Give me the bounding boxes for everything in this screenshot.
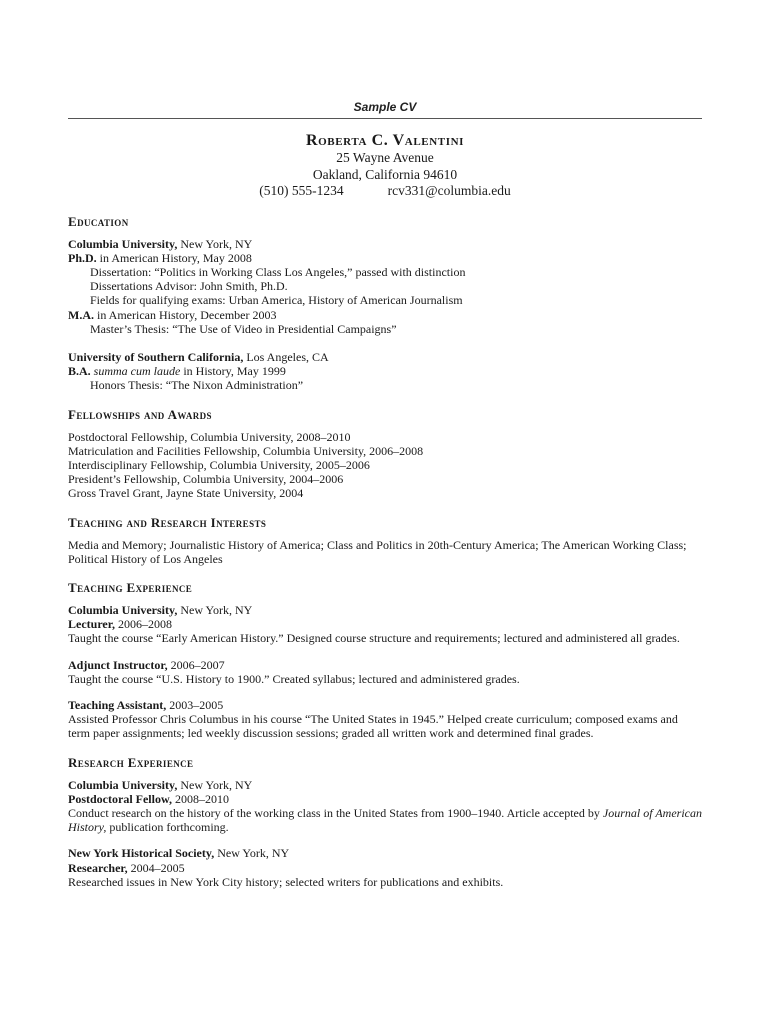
role-title: Researcher, (68, 860, 128, 875)
school-location: New York, NY (214, 846, 290, 861)
cv-header (68, 131, 702, 200)
education-entry-usc (68, 350, 702, 364)
address-city: Oakland, California 94610 (312, 166, 458, 182)
role-title: Lecturer, (68, 617, 115, 632)
interests-text: Media and Memory; Journalistic History of America; Class and Politics in 20th-Century America; The American Working Class; Political History of Los Angeles (68, 537, 687, 566)
fellowship-item: President’s Fellowship, Columbia University, 2004–2006 (68, 472, 344, 487)
fellowship-item: Gross Travel Grant, Jayne State University, 2004 (68, 486, 304, 501)
role-dates: 2008–2010 (171, 791, 229, 806)
role-title: Adjunct Instructor, (68, 657, 168, 672)
role-title: Teaching Assistant, (68, 697, 167, 712)
role-description: Taught the course “U.S. History to 1900.” Created syllabus; lectured and administered grades. (68, 671, 520, 686)
ma-thesis: Master’s Thesis: “The Use of Video in Presidential Campaigns” (90, 321, 397, 336)
interests-section (68, 515, 702, 566)
ba-thesis: Honors Thesis: “The Nixon Administration” (90, 378, 304, 393)
interests-heading: Teaching and Research Interests (68, 514, 267, 530)
phd-dissertation: Dissertation: “Politics in Working Class Los Angeles,” passed with distinction (90, 264, 466, 279)
description-text: Conduct research on the history of the working class in the United States from 1900–1940. Article accepted by (68, 805, 603, 820)
role-dates: 2003–2005 (166, 697, 224, 712)
degree-phd (68, 251, 702, 265)
role-teaching-assistant (68, 698, 702, 712)
role-postdoc (68, 792, 702, 806)
school-name: New York Historical Society, (68, 846, 215, 861)
phd-advisor: Dissertations Advisor: John Smith, Ph.D. (90, 279, 288, 294)
degree-label: Ph.D. (68, 250, 97, 265)
role-researcher (68, 861, 702, 875)
education-section (68, 214, 702, 393)
fellowship-item: Matriculation and Facilities Fellowship, Columbia University, 2006–2008 (68, 443, 424, 458)
journal-title: Journal of American History, (68, 805, 702, 835)
cv-page (68, 100, 702, 889)
school-name: Columbia University, (68, 602, 178, 617)
degree-detail: in History, May 1999 (180, 364, 286, 379)
school-name: University of Southern California, (68, 349, 244, 364)
role-dates: 2006–2008 (115, 617, 172, 632)
education-entry-columbia (68, 237, 702, 251)
phd-fields: Fields for qualifying exams: Urban America, History of American Journalism (90, 293, 463, 308)
fellowships-section (68, 407, 702, 501)
school-location: New York, NY (177, 602, 253, 617)
degree-label: B.A. (68, 364, 91, 379)
description-text: publication forthcoming. (106, 820, 229, 835)
education-heading: Education (68, 213, 129, 229)
role-dates: 2004–2005 (127, 860, 185, 875)
role-description (68, 806, 702, 834)
fellowship-item: Postdoctoral Fellowship, Columbia University, 2008–2010 (68, 429, 351, 444)
fellowship-item: Interdisciplinary Fellowship, Columbia University, 2005–2006 (68, 457, 370, 472)
school-location: Los Angeles, CA (243, 349, 329, 364)
email-address[interactable]: rcv331@columbia.edu (387, 183, 511, 198)
degree-label: M.A. (68, 307, 94, 322)
role-lecturer (68, 617, 702, 631)
phone-number: (510) 555-1234 (259, 183, 344, 198)
role-title: Postdoctoral Fellow, (68, 791, 172, 806)
research-section (68, 755, 702, 889)
role-description: Researched issues in New York City history; selected writers for publications and exhibits. (68, 874, 504, 889)
degree-ba (68, 364, 702, 378)
degree-ma (68, 308, 702, 322)
fellowships-heading: Fellowships and Awards (68, 406, 212, 422)
school-name: Columbia University, (68, 236, 178, 251)
role-dates: 2006–2007 (167, 657, 225, 672)
school-name: Columbia University, (68, 777, 178, 792)
teaching-heading: Teaching Experience (68, 579, 193, 595)
contact-row (68, 183, 702, 200)
degree-detail: in American History, May 2008 (96, 250, 252, 265)
applicant-name: Roberta C. Valentini (305, 132, 465, 149)
research-heading: Research Experience (68, 754, 194, 770)
address-street: 25 Wayne Avenue (336, 150, 434, 165)
degree-honors: summa cum laude (93, 364, 181, 379)
role-adjunct (68, 658, 702, 672)
teaching-section (68, 580, 702, 741)
school-location: New York, NY (177, 236, 253, 251)
teaching-employer (68, 603, 702, 617)
research-employer-nyhs (68, 846, 702, 860)
page-label: Sample CV (353, 100, 417, 114)
school-location: New York, NY (177, 777, 253, 792)
research-employer-columbia (68, 778, 702, 792)
header-divider (68, 118, 702, 119)
degree-detail: in American History, December 2003 (94, 307, 277, 322)
role-description: Assisted Professor Chris Columbus in his course “The United States in 1945.” Helped create curriculum; composed exams and term paper assignments; led weekly discussion sessions; graded all written work and determined final grades. (68, 712, 678, 741)
role-description: Taught the course “Early American History.” Designed course structure and requirements; lectured and administered all grades. (68, 631, 680, 646)
